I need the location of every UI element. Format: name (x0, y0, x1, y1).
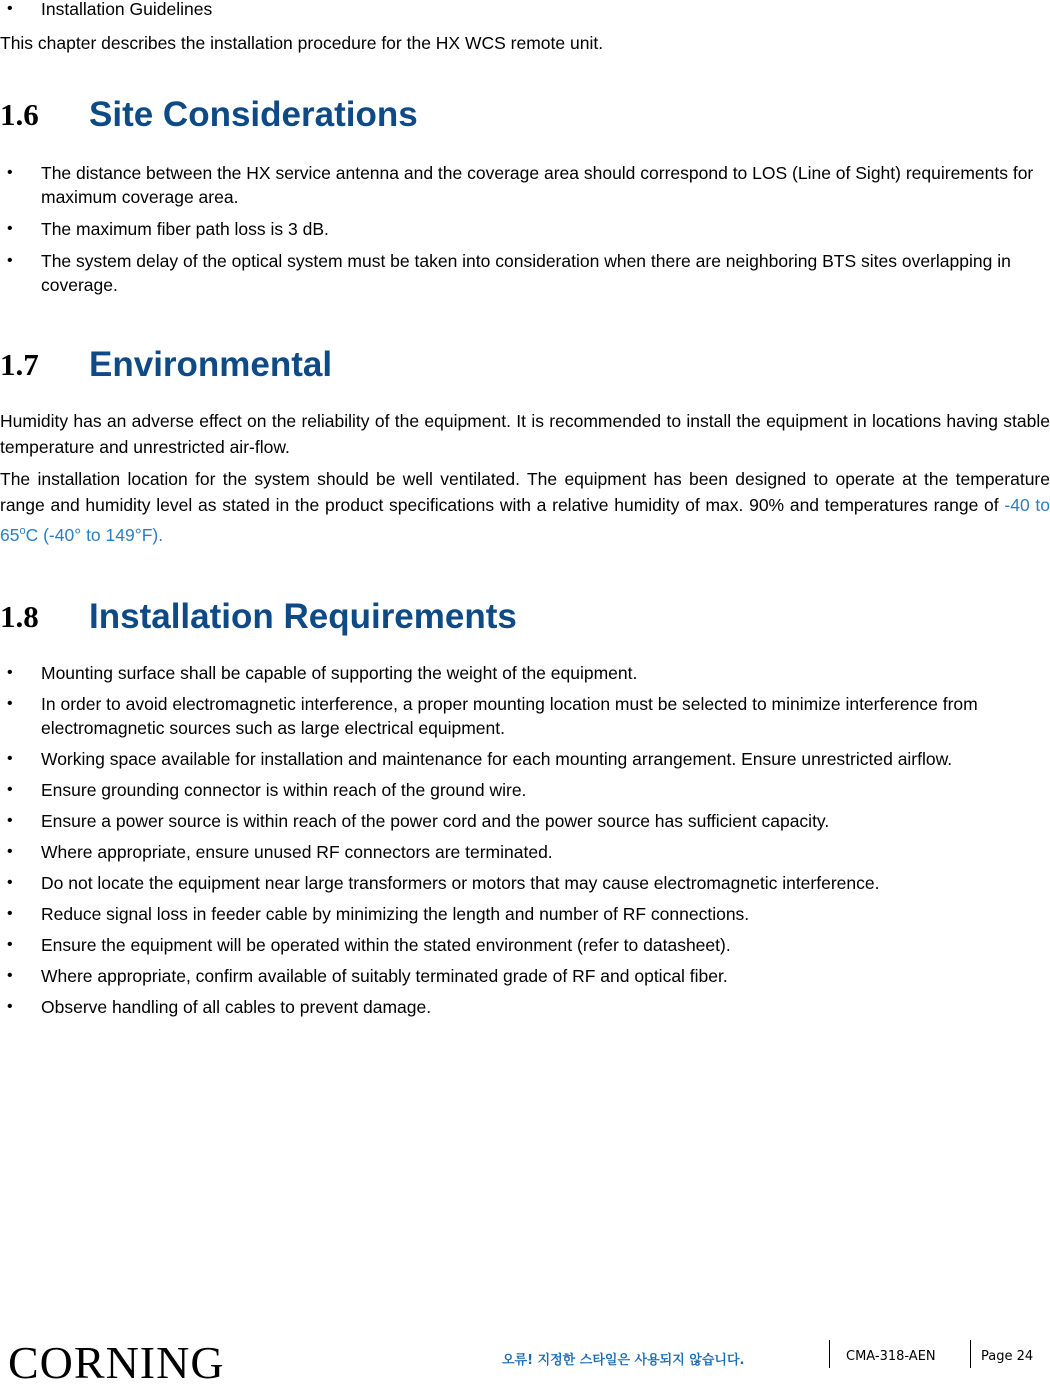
installation-guidelines-list (0, 0, 1040, 21)
section-number: 1.7 (0, 347, 39, 382)
section-title: Site Considerations (89, 95, 418, 134)
list-item: • In order to avoid electromagnetic interference, a proper mounting location must be selected to minimize interference from electromagnetic sources such as large electrical equipment. (0, 692, 1045, 740)
list-item: • Do not locate the equipment near large transformers or motors that may cause electromagnetic interference. (0, 871, 1045, 895)
section-title: Environmental (89, 345, 333, 384)
footer-divider (970, 1340, 971, 1368)
section-title: Installation Requirements (89, 597, 517, 636)
list-item: • Where appropriate, ensure unused RF connectors are terminated. (0, 840, 1045, 864)
list-item: • Ensure the equipment will be operated within the stated environment (refer to datasheet). (0, 933, 1045, 957)
page-footer (0, 1336, 1050, 1388)
style-error-text: 오류! 지정한 스타일은 사용되지 않습니다. (502, 1353, 745, 1368)
section-number: 1.8 (0, 599, 39, 634)
list-item: • Observe handling of all cables to prevent damage. (0, 995, 1045, 1019)
list-item: • The maximum fiber path loss is 3 dB. (0, 217, 1040, 241)
humidity-paragraph: Humidity has an adverse effect on the reliability of the equipment. It is recommended to install the equipment in locations having stable temperature and unrestricted air-flow. (0, 411, 1050, 457)
installation-requirements-list (0, 661, 1045, 1026)
page-number: Page 24 (981, 1349, 1034, 1364)
list-item: • Ensure a power source is within reach of the power cord and the power source has sufficient capacity. (0, 809, 1045, 833)
list-item: • Mounting surface shall be capable of supporting the weight of the equipment. (0, 661, 1045, 685)
footer-divider (829, 1340, 830, 1368)
environmental-body (0, 408, 1050, 554)
list-item: • The distance between the HX service antenna and the coverage area should correspond to LOS (Line of Sight) requirements for maximum coverage area. (0, 161, 1040, 209)
list-item: • Working space available for installation and maintenance for each mounting arrangement. Ensure unrestricted airflow. (0, 747, 1045, 771)
list-item: • Reduce signal loss in feeder cable by minimizing the length and number of RF connections. (0, 902, 1045, 926)
list-item: • Installation Guidelines (0, 0, 1040, 21)
ventilation-paragraph (0, 466, 1050, 548)
degree-symbol: o (19, 525, 26, 537)
document-id: CMA-318-AEN (846, 1349, 936, 1364)
chapter-intro: This chapter describes the installation procedure for the HX WCS remote unit. (0, 33, 604, 53)
temperature-range: -40 to 65$^o$C (-40° to 149°F). (0, 495, 1050, 545)
list-item: • Where appropriate, confirm available of suitably terminated grade of RF and optical fiber. (0, 964, 1045, 988)
list-item: • The system delay of the optical system must be taken into consideration when there are neighboring BTS sites overlapping in coverage. (0, 249, 1040, 297)
section-number: 1.6 (0, 97, 39, 132)
corning-logo: CORNING (8, 1337, 225, 1388)
ventilation-text: The installation location for the system should be well ventilated. The equipment has been designed to operate at the temperature range and humidity level as stated in the product specifications with a relative humidity of max. 90% and temperatures range of (0, 469, 1050, 515)
list-item: • Ensure grounding connector is within reach of the ground wire. (0, 778, 1045, 802)
site-considerations-list (0, 161, 1040, 305)
